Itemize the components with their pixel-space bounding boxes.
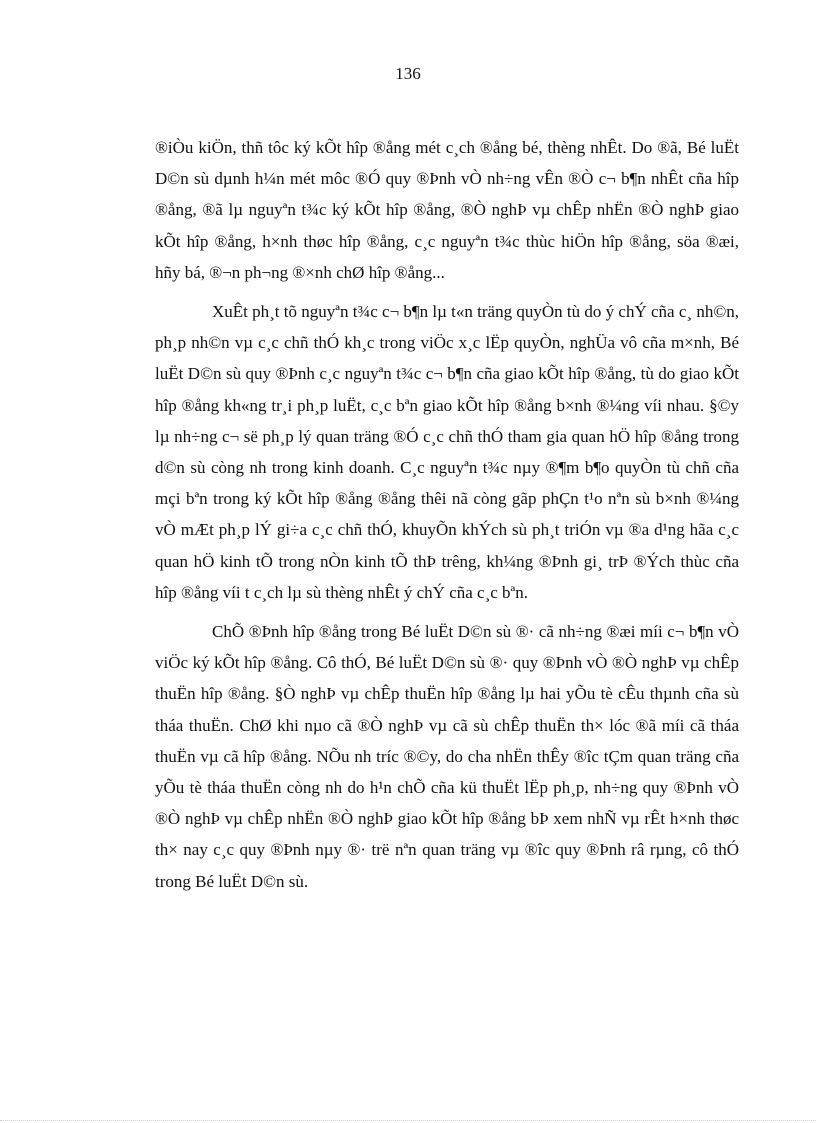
paragraph-2: XuÊt ph¸t tõ nguyªn t¾c c¬ b¶n lµ t«n träng quyÒn tù do ý chÝ cña c¸ nh©n, ph¸p nh©n vµ c¸c chñ thÓ kh¸c trong viÖc x¸c lËp quyÒn, nghÜa vô cña m×nh, Bé luËt D©n sù quy ®Þnh c¸c nguyªn t¾c c¬ b¶n cña giao kÕt hîp ®ång, tù do giao kÕt hîp ®ång kh«ng tr¸i ph¸p luËt, c¸c bªn giao kÕt hîp ®ång b×nh ®¼ng víi nhau. §©y lµ nh÷ng c¬ së ph¸p lý quan träng ®Ó c¸c chñ thÓ tham gia quan hÖ hîp ®ång trong d©n sù còng nh trong kinh doanh. C¸c nguyªn t¾c nµy ®¶m b¶o quyÒn tù chñ cña mçi bªn trong ký kÕt hîp ®ång ®ång thêi nã còng gãp phÇn t¹o nªn sù b×nh ®¼ng vÒ mÆt ph¸p lÝ gi÷a c¸c chñ thÓ, khuyÕn khÝch sù ph¸t triÓn vµ ®a d¹ng hãa c¸c quan hÖ kinh tÕ trong nÒn kinh tÕ thÞ trêng, kh¼ng ®Þnh gi¸ trÞ ®Ých thùc cña hîp ®ång víi t c¸ch lµ sù thèng nhÊt ý chÝ cña c¸c bªn. <box>155 302 739 602</box>
paragraph-1: ®iÒu kiÖn, thñ tôc ký kÕt hîp ®ång mét c¸ch ®ång bé, thèng nhÊt. Do ®ã, Bé luËt D©n sù dµnh h¼n mét môc ®Ó quy ®Þnh vÒ nh÷ng vÊn ®Ò c¬ b¶n nhÊt cña hîp ®ång, ®ã lµ nguyªn t¾c ký kÕt hîp ®ång, ®Ò nghÞ vµ chÊp nhËn ®Ò nghÞ giao kÕt hîp ®ång, h×nh thøc hîp ®ång, c¸c nguyªn t¾c thùc hiÖn hîp ®ång, söa ®æi, hñy bá, ®¬n ph¬ng ®×nh chØ hîp ®ång... <box>155 138 739 282</box>
paragraph-3: ChÕ ®Þnh hîp ®ång trong Bé luËt D©n sù ®· cã nh÷ng ®æi míi c¬ b¶n vÒ viÖc ký kÕt hîp ®ång. Cô thÓ, Bé luËt D©n sù ®· quy ®Þnh vÒ ®Ò nghÞ vµ chÊp thuËn hîp ®ång. §Ò nghÞ vµ chÊp thuËn hîp ®ång lµ hai yÕu tè cÊu thµnh cña sù tháa thuËn. ChØ khi nµo cã ®Ò nghÞ vµ cã sù chÊp thuËn th× lóc ®ã míi cã tháa thuËn vµ cã hîp ®ång. NÕu nh tríc ®©y, do cha nhËn thÊy ®îc tÇm quan träng cña yÕu tè tháa thuËn còng nh do h¹n chÕ cña kü thuËt lËp ph¸p, nh÷ng quy ®Þnh vÒ ®Ò nghÞ vµ chÊp nhËn ®Ò nghÞ giao kÕt hîp ®ång bÞ xem nhÑ vµ rÊt h×nh thøc th× nay c¸c quy ®Þnh nµy ®· trë nªn quan träng vµ ®îc quy ®Þnh râ rµng, cô thÓ trong Bé luËt D©n sù. <box>155 622 739 891</box>
body-text <box>155 132 739 905</box>
page-number: 136 <box>395 64 421 83</box>
footer-dotted-rule <box>0 1120 816 1121</box>
